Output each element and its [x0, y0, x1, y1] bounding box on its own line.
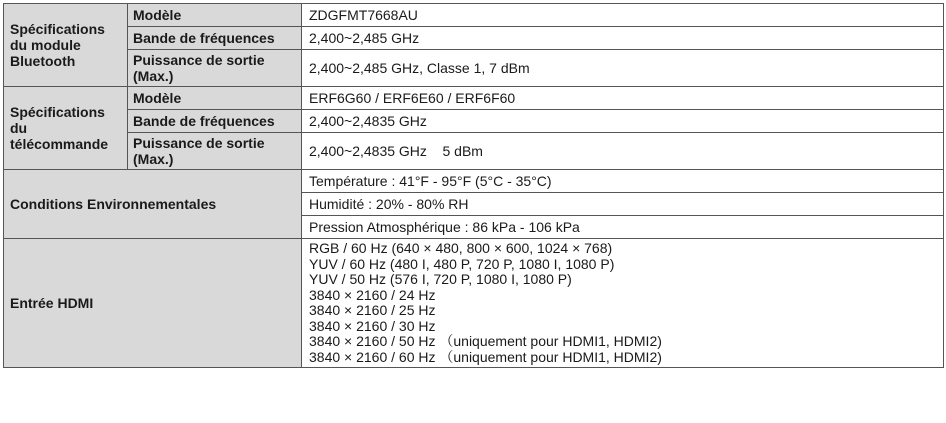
bluetooth-model-label: Modèle [128, 4, 302, 27]
table-row [4, 27, 944, 50]
environment-pressure: Pression Atmosphérique : 86 kPa - 106 kPa [302, 216, 944, 239]
hdmi-format-line: YUV / 50 Hz (576 I, 720 P, 1080 I, 1080 P) [309, 271, 572, 287]
hdmi-format-line: 3840 × 2160 / 50 Hz （uniquement pour HDMI1, HDMI2) [309, 333, 662, 349]
table-row [4, 133, 944, 170]
section-environment-label: Conditions Environnementales [4, 170, 302, 239]
table-row [4, 4, 944, 27]
hdmi-format-line: 3840 × 2160 / 25 Hz [309, 302, 436, 318]
table-row [4, 239, 944, 368]
remote-power-value: 2,400~2,4835 GHz 5 dBm [302, 133, 944, 170]
remote-frequency-value: 2,400~2,4835 GHz [302, 110, 944, 133]
remote-power-label: Puissance de sortie (Max.) [128, 133, 302, 170]
remote-model-value: ERF6G60 / ERF6E60 / ERF6F60 [302, 87, 944, 110]
hdmi-format-line: 3840 × 2160 / 30 Hz [309, 317, 436, 334]
bluetooth-power-label: Puissance de sortie (Max.) [128, 50, 302, 87]
table-row [4, 87, 944, 110]
table-row [4, 170, 944, 193]
hdmi-format-line: 3840 × 2160 / 60 Hz （uniquement pour HDMI1, HDMI2) [309, 348, 662, 365]
section-hdmi-label: Entrée HDMI [4, 239, 302, 368]
bluetooth-model-value: ZDGFMT7668AU [302, 4, 944, 27]
bluetooth-frequency-label: Bande de fréquences [128, 27, 302, 50]
remote-frequency-label: Bande de fréquences [128, 110, 302, 133]
bluetooth-power-value: 2,400~2,485 GHz, Classe 1, 7 dBm [302, 50, 944, 87]
environment-humidity: Humidité : 20% - 80% RH [302, 193, 944, 216]
specifications-table [3, 3, 944, 368]
hdmi-format-line: RGB / 60 Hz (640 × 480, 800 × 600, 1024 × 768) [309, 240, 613, 256]
environment-temperature: Température : 41°F - 95°F (5°C - 35°C) [302, 170, 944, 193]
hdmi-format-line: 3840 × 2160 / 24 Hz [309, 286, 436, 303]
table-row [4, 110, 944, 133]
hdmi-format-line: YUV / 60 Hz (480 I, 480 P, 720 P, 1080 I, 1080 P) [309, 255, 615, 272]
section-remote-label: Spécifications du télécommande [4, 87, 128, 170]
bluetooth-frequency-value: 2,400~2,485 GHz [302, 27, 944, 50]
section-bluetooth-label: Spécifications du module Bluetooth [4, 4, 128, 87]
hdmi-formats [302, 239, 944, 368]
table-row [4, 50, 944, 87]
remote-model-label: Modèle [128, 87, 302, 110]
